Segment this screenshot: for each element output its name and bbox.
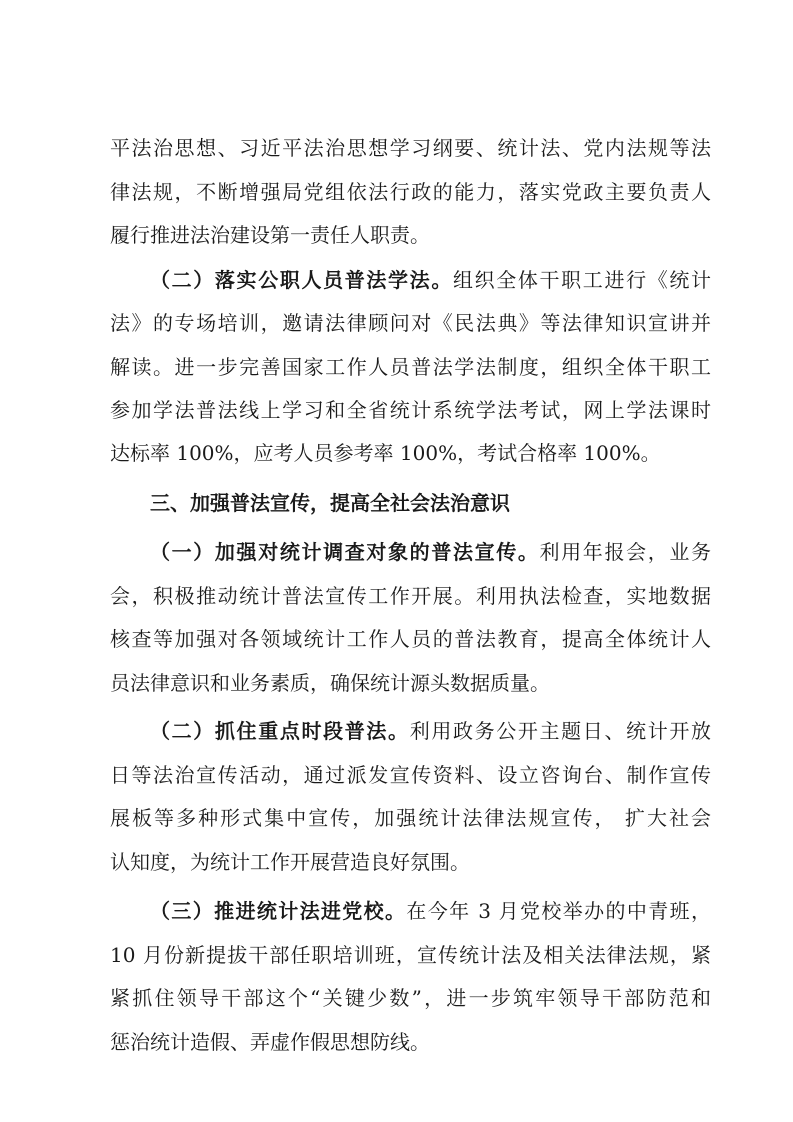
paragraph-line: 律法规，不断增强局党组依法行政的能力，落实党政主要负责人: [110, 180, 711, 204]
paragraph-line: 核查等加强对各领域统计工作人员的普法教育，提高全体统计人: [110, 627, 711, 651]
paragraph-lead: （一）加强对统计调查对象的普法宣传。: [150, 540, 540, 564]
section-heading: 三、加强普法宣传，提高全社会法治意识: [150, 491, 510, 515]
paragraph-line: 达标率 100%，应考人员参考率 100%，考试合格率 100%。: [110, 441, 661, 465]
paragraph-line: （二）抓住重点时段普法。利用政务公开主题日、统计开放: [150, 719, 712, 743]
paragraph-line: （一）加强对统计调查对象的普法宣传。利用年报会，业务: [150, 540, 712, 564]
paragraph-line: （三）推进统计法进党校。在今年 3 月党校举办的中青班，: [150, 899, 711, 923]
paragraph-line: 日等法治宣传活动，通过派发宣传资料、设立咨询台、制作宣传: [110, 763, 711, 787]
paragraph-line: 惩治统计造假、弄虚作假思想防线。: [110, 1030, 430, 1054]
paragraph-line: 平法治思想、习近平法治思想学习纲要、统计法、党内法规等法: [110, 136, 711, 160]
paragraph-line: 会，积极推动统计普法宣传工作开展。利用执法检查，实地数据: [110, 584, 711, 608]
paragraph-line: 法》的专场培训，邀请法律顾问对《民法典》等法律知识宣讲并: [110, 311, 711, 335]
paragraph-line: 认知度，为统计工作开展营造良好氛围。: [110, 850, 470, 874]
paragraph-line: 展板等多种形式集中宣传，加强统计法律法规宣传， 扩大社会: [110, 806, 711, 830]
paragraph-lead: （二）抓住重点时段普法。: [150, 719, 410, 743]
paragraph-lead: （二）落实公职人员普法学法。: [150, 268, 453, 292]
paragraph-line: （二）落实公职人员普法学法。组织全体干职工进行《统计: [150, 268, 712, 292]
paragraph-line: 参加学法普法线上学习和全省统计系统学法考试，网上学法课时: [110, 398, 711, 422]
paragraph-line: 紧抓住领导干部这个“关键少数”，进一步筑牢领导干部防范和: [110, 986, 711, 1010]
paragraph-line: 员法律意识和业务素质，确保统计源头数据质量。: [110, 671, 550, 695]
paragraph-lead: （三）推进统计法进党校。: [150, 899, 407, 923]
paragraph-line: 10 月份新提拔干部任职培训班，宣传统计法及相关法律法规，紧: [110, 943, 711, 967]
paragraph-line: 履行推进法治建设第一责任人职责。: [110, 223, 430, 247]
paragraph-line: 解读。进一步完善国家工作人员普法学法制度，组织全体干职工: [110, 355, 711, 379]
